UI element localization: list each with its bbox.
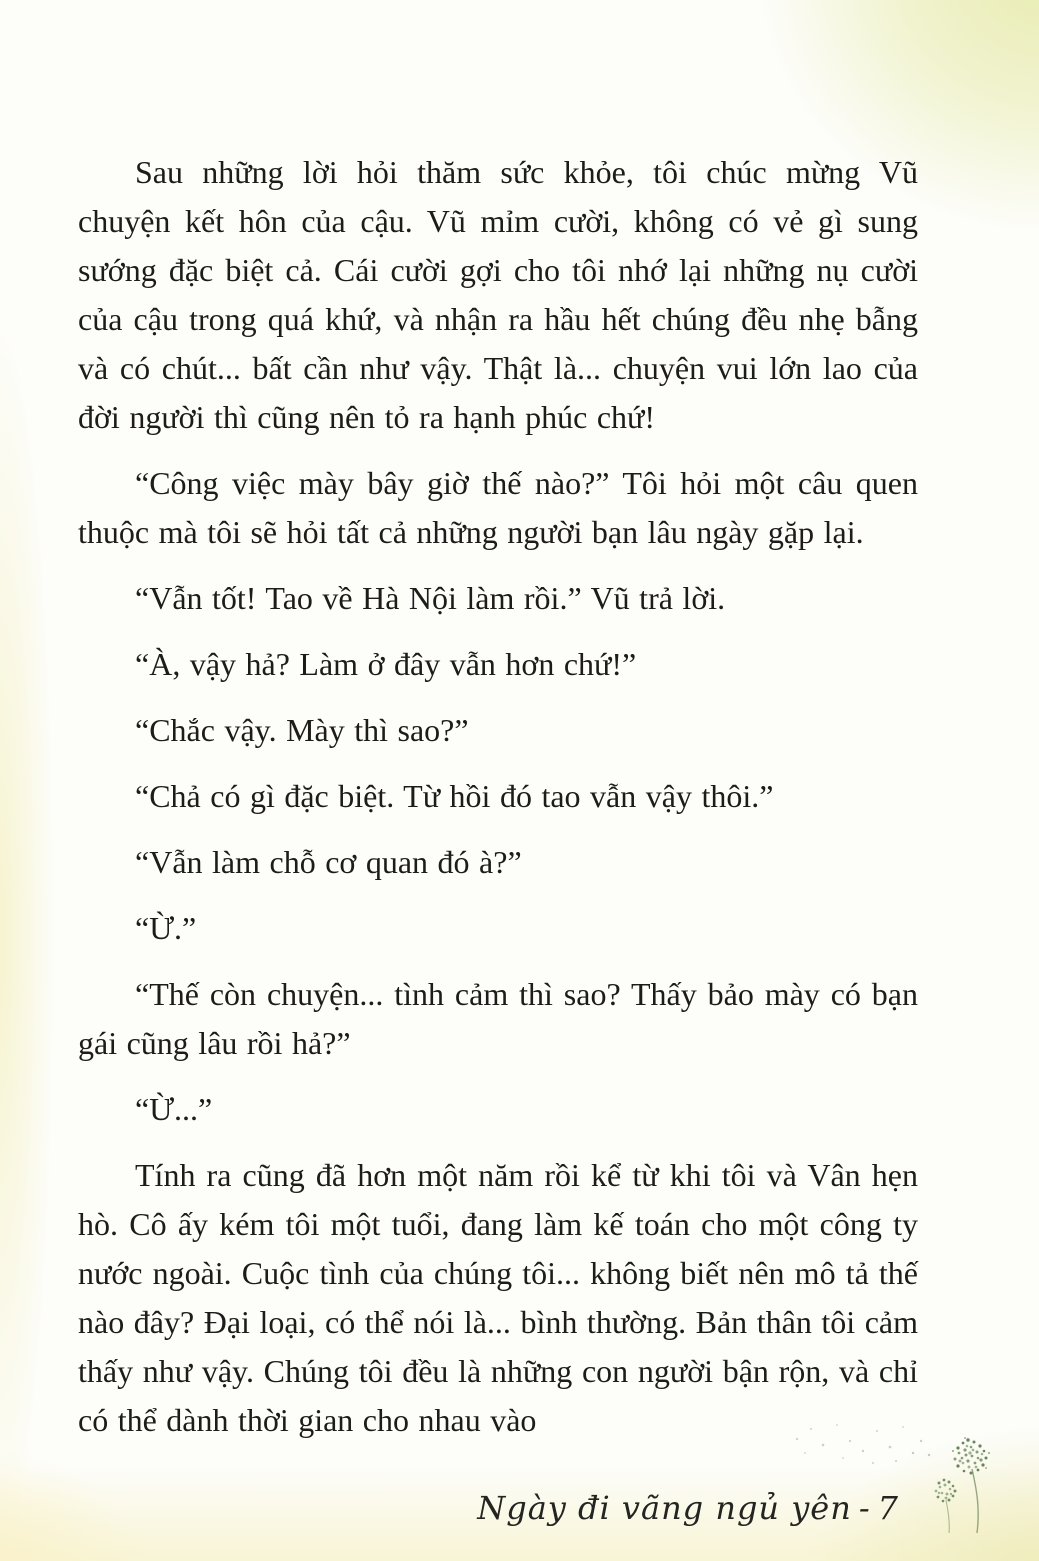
page-body-text <box>78 148 918 1462</box>
footer-separator: - <box>858 1489 871 1527</box>
dialogue-line-1: “Vẫn tốt! Tao về Hà Nội làm rồi.” Vũ trả lời. <box>135 580 726 616</box>
paragraph-narration-2: “Công việc mày bây giờ thế nào?” Tôi hỏi một câu quen thuộc mà tôi sẽ hỏi tất cả những người bạn lâu ngày gặp lại. <box>78 465 918 550</box>
paragraph-narration-3: Tính ra cũng đã hơn một năm rồi kể từ khi tôi và Vân hẹn hò. Cô ấy kém tôi một tuổi, đang làm kế toán cho một công ty nước ngoài. Cuộc tình của chúng tôi... không biết nên mô tả thế nào đây? Đại loại, có thể nói là... bình thường. Bản thân tôi cảm thấy như vậy. Chúng tôi đều là những con người bận rộn, và chỉ có thể dành thời gian cho nhau vào <box>78 1157 918 1438</box>
dialogue-line-3: “Chắc vậy. Mày thì sao?” <box>135 712 469 748</box>
dialogue-line-2: “À, vậy hả? Làm ở đây vẫn hơn chứ!” <box>135 646 637 682</box>
dialogue-line-6: “Ừ.” <box>135 910 197 946</box>
page-number: 7 <box>877 1489 899 1527</box>
running-title: Ngày đi vãng ngủ yên <box>477 1489 852 1527</box>
dialogue-line-7: “Thế còn chuyện... tình cảm thì sao? Thấy bảo mày có bạn gái cũng lâu rồi hả?” <box>78 976 918 1061</box>
dialogue-line-5: “Vẫn làm chỗ cơ quan đó à?” <box>135 844 522 880</box>
dandelion-icon <box>753 1403 1013 1535</box>
paragraph-narration-1: Sau những lời hỏi thăm sức khỏe, tôi chúc mừng Vũ chuyện kết hôn của cậu. Vũ mỉm cười, không có vẻ gì sung sướng đặc biệt cả. Cái cười gợi cho tôi nhớ lại những nụ cười của cậu trong quá khứ, và nhận ra hầu hết chúng đều nhẹ bẫng và có chút... bất cần như vậy. Thật là... chuyện vui lớn lao của đời người thì cũng nên tỏ ra hạnh phúc chứ! <box>78 154 918 435</box>
dialogue-line-4: “Chả có gì đặc biệt. Từ hồi đó tao vẫn vậy thôi.” <box>135 778 774 814</box>
dialogue-line-8: “Ừ...” <box>135 1091 213 1127</box>
